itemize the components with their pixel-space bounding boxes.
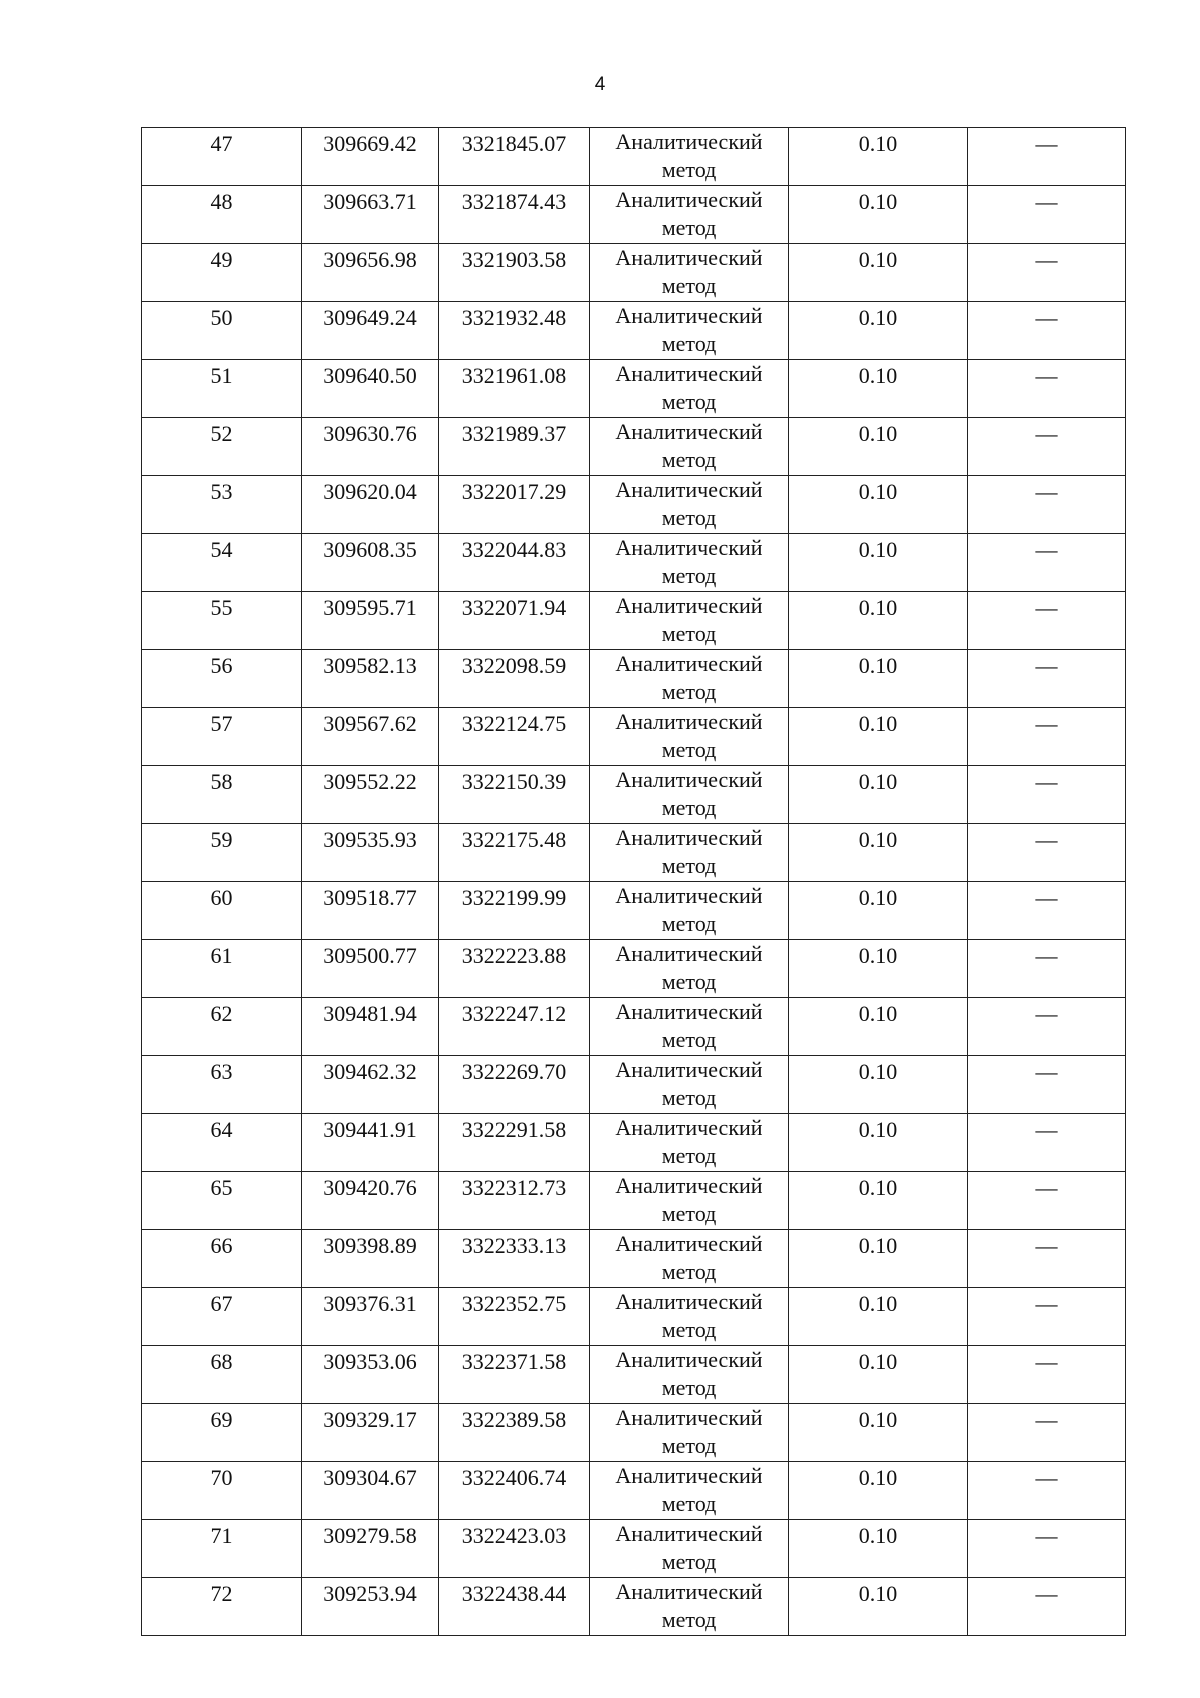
method-line-1: Аналитический — [615, 361, 763, 386]
y-coordinate-cell: 3321932.48 — [439, 302, 590, 360]
y-coordinate-cell: 3322071.94 — [439, 592, 590, 650]
accuracy-cell: 0.10 — [789, 1346, 968, 1404]
y-coordinate-cell: 3322312.73 — [439, 1172, 590, 1230]
x-coordinate-cell: 309649.24 — [302, 302, 439, 360]
table-row — [142, 186, 1126, 244]
y-coordinate-cell: 3322423.03 — [439, 1520, 590, 1578]
method-line-1: Аналитический — [615, 1231, 763, 1256]
x-coordinate-cell: 309640.50 — [302, 360, 439, 418]
x-coordinate-cell: 309279.58 — [302, 1520, 439, 1578]
method-line-2: метод — [661, 1259, 717, 1284]
method-cell — [590, 1578, 789, 1636]
accuracy-cell: 0.10 — [789, 186, 968, 244]
note-cell: — — [968, 1462, 1126, 1520]
method-cell — [590, 128, 789, 186]
method-cell — [590, 302, 789, 360]
y-coordinate-cell: 3322371.58 — [439, 1346, 590, 1404]
accuracy-cell: 0.10 — [789, 882, 968, 940]
method-line-2: метод — [661, 1085, 717, 1110]
method-line-2: метод — [661, 447, 717, 472]
point-number-cell: 60 — [142, 882, 302, 940]
method-line-2: метод — [661, 273, 717, 298]
y-coordinate-cell: 3322175.48 — [439, 824, 590, 882]
y-coordinate-cell: 3322269.70 — [439, 1056, 590, 1114]
table-row — [142, 1172, 1126, 1230]
table-row — [142, 708, 1126, 766]
method-line-2: метод — [661, 331, 717, 356]
method-line-2: метод — [661, 1027, 717, 1052]
y-coordinate-cell: 3322291.58 — [439, 1114, 590, 1172]
x-coordinate-cell: 309462.32 — [302, 1056, 439, 1114]
note-cell: — — [968, 592, 1126, 650]
note-cell: — — [968, 302, 1126, 360]
method-line-1: Аналитический — [615, 593, 763, 618]
table-body — [142, 128, 1126, 1636]
method-line-1: Аналитический — [615, 535, 763, 560]
method-line-1: Аналитический — [615, 651, 763, 676]
table-row — [142, 418, 1126, 476]
x-coordinate-cell: 309582.13 — [302, 650, 439, 708]
method-line-2: метод — [661, 1491, 717, 1516]
method-line-2: метод — [661, 1317, 717, 1342]
point-number-cell: 58 — [142, 766, 302, 824]
method-line-1: Аналитический — [615, 767, 763, 792]
method-line-2: метод — [661, 1375, 717, 1400]
accuracy-cell: 0.10 — [789, 650, 968, 708]
method-line-2: метод — [661, 1433, 717, 1458]
page-number: 4 — [594, 74, 606, 95]
table-row — [142, 766, 1126, 824]
point-number-cell: 63 — [142, 1056, 302, 1114]
accuracy-cell: 0.10 — [789, 1230, 968, 1288]
note-cell: — — [968, 186, 1126, 244]
table-row — [142, 1230, 1126, 1288]
method-line-1: Аналитический — [615, 883, 763, 908]
method-line-2: метод — [661, 621, 717, 646]
method-line-1: Аналитический — [615, 1289, 763, 1314]
table-row — [142, 128, 1126, 186]
note-cell: — — [968, 1520, 1126, 1578]
accuracy-cell: 0.10 — [789, 128, 968, 186]
y-coordinate-cell: 3322223.88 — [439, 940, 590, 998]
method-line-1: Аналитический — [615, 941, 763, 966]
x-coordinate-cell: 309441.91 — [302, 1114, 439, 1172]
y-coordinate-cell: 3322438.44 — [439, 1578, 590, 1636]
point-number-cell: 48 — [142, 186, 302, 244]
point-number-cell: 67 — [142, 1288, 302, 1346]
y-coordinate-cell: 3322406.74 — [439, 1462, 590, 1520]
note-cell: — — [968, 128, 1126, 186]
x-coordinate-cell: 309518.77 — [302, 882, 439, 940]
accuracy-cell: 0.10 — [789, 1404, 968, 1462]
x-coordinate-cell: 309620.04 — [302, 476, 439, 534]
note-cell: — — [968, 1288, 1126, 1346]
note-cell: — — [968, 998, 1126, 1056]
accuracy-cell: 0.10 — [789, 476, 968, 534]
method-cell — [590, 1462, 789, 1520]
accuracy-cell: 0.10 — [789, 1114, 968, 1172]
method-line-2: метод — [661, 969, 717, 994]
note-cell: — — [968, 1346, 1126, 1404]
table-row — [142, 882, 1126, 940]
method-cell — [590, 244, 789, 302]
table-row — [142, 1578, 1126, 1636]
x-coordinate-cell: 309253.94 — [302, 1578, 439, 1636]
method-cell — [590, 592, 789, 650]
note-cell: — — [968, 1114, 1126, 1172]
y-coordinate-cell: 3321874.43 — [439, 186, 590, 244]
method-cell — [590, 1404, 789, 1462]
method-line-1: Аналитический — [615, 1405, 763, 1430]
method-line-2: метод — [661, 795, 717, 820]
note-cell: — — [968, 766, 1126, 824]
x-coordinate-cell: 309329.17 — [302, 1404, 439, 1462]
point-number-cell: 72 — [142, 1578, 302, 1636]
table-row — [142, 1114, 1126, 1172]
table-row — [142, 998, 1126, 1056]
method-cell — [590, 476, 789, 534]
method-line-1: Аналитический — [615, 1463, 763, 1488]
table-row — [142, 824, 1126, 882]
accuracy-cell: 0.10 — [789, 940, 968, 998]
method-line-2: метод — [661, 679, 717, 704]
method-line-1: Аналитический — [615, 187, 763, 212]
x-coordinate-cell: 309420.76 — [302, 1172, 439, 1230]
method-cell — [590, 766, 789, 824]
point-number-cell: 70 — [142, 1462, 302, 1520]
method-line-2: метод — [661, 853, 717, 878]
method-line-2: метод — [661, 563, 717, 588]
method-line-1: Аналитический — [615, 129, 763, 154]
method-line-1: Аналитический — [615, 1115, 763, 1140]
method-line-1: Аналитический — [615, 245, 763, 270]
accuracy-cell: 0.10 — [789, 302, 968, 360]
point-number-cell: 62 — [142, 998, 302, 1056]
accuracy-cell: 0.10 — [789, 998, 968, 1056]
x-coordinate-cell: 309656.98 — [302, 244, 439, 302]
method-line-1: Аналитический — [615, 1057, 763, 1082]
method-line-2: метод — [661, 157, 717, 182]
method-line-1: Аналитический — [615, 419, 763, 444]
method-cell — [590, 824, 789, 882]
point-number-cell: 68 — [142, 1346, 302, 1404]
table-row — [142, 592, 1126, 650]
point-number-cell: 69 — [142, 1404, 302, 1462]
x-coordinate-cell: 309376.31 — [302, 1288, 439, 1346]
note-cell: — — [968, 360, 1126, 418]
point-number-cell: 47 — [142, 128, 302, 186]
y-coordinate-cell: 3321961.08 — [439, 360, 590, 418]
note-cell: — — [968, 418, 1126, 476]
x-coordinate-cell: 309630.76 — [302, 418, 439, 476]
y-coordinate-cell: 3322098.59 — [439, 650, 590, 708]
method-line-2: метод — [661, 1143, 717, 1168]
y-coordinate-cell: 3322044.83 — [439, 534, 590, 592]
y-coordinate-cell: 3322333.13 — [439, 1230, 590, 1288]
accuracy-cell: 0.10 — [789, 1288, 968, 1346]
method-line-2: метод — [661, 215, 717, 240]
table-row — [142, 476, 1126, 534]
table-row — [142, 1346, 1126, 1404]
accuracy-cell: 0.10 — [789, 1462, 968, 1520]
method-line-1: Аналитический — [615, 1173, 763, 1198]
method-cell — [590, 1520, 789, 1578]
method-line-2: метод — [661, 389, 717, 414]
point-number-cell: 50 — [142, 302, 302, 360]
x-coordinate-cell: 309500.77 — [302, 940, 439, 998]
table-row — [142, 360, 1126, 418]
method-line-1: Аналитический — [615, 477, 763, 502]
accuracy-cell: 0.10 — [789, 534, 968, 592]
note-cell: — — [968, 476, 1126, 534]
x-coordinate-cell: 309398.89 — [302, 1230, 439, 1288]
accuracy-cell: 0.10 — [789, 1578, 968, 1636]
accuracy-cell: 0.10 — [789, 592, 968, 650]
method-cell — [590, 1230, 789, 1288]
point-number-cell: 53 — [142, 476, 302, 534]
note-cell: — — [968, 1404, 1126, 1462]
method-line-1: Аналитический — [615, 303, 763, 328]
point-number-cell: 66 — [142, 1230, 302, 1288]
y-coordinate-cell: 3322352.75 — [439, 1288, 590, 1346]
point-number-cell: 51 — [142, 360, 302, 418]
note-cell: — — [968, 534, 1126, 592]
accuracy-cell: 0.10 — [789, 1056, 968, 1114]
method-line-1: Аналитический — [615, 825, 763, 850]
point-number-cell: 59 — [142, 824, 302, 882]
method-line-1: Аналитический — [615, 999, 763, 1024]
table-row — [142, 244, 1126, 302]
accuracy-cell: 0.10 — [789, 766, 968, 824]
method-cell — [590, 418, 789, 476]
table-row — [142, 1462, 1126, 1520]
method-line-2: метод — [661, 1201, 717, 1226]
method-line-2: метод — [661, 1549, 717, 1574]
method-line-1: Аналитический — [615, 1347, 763, 1372]
y-coordinate-cell: 3321845.07 — [439, 128, 590, 186]
table-row — [142, 1288, 1126, 1346]
method-line-1: Аналитический — [615, 1579, 763, 1604]
point-number-cell: 54 — [142, 534, 302, 592]
method-cell — [590, 360, 789, 418]
note-cell: — — [968, 1230, 1126, 1288]
method-cell — [590, 1056, 789, 1114]
method-line-2: метод — [661, 911, 717, 936]
note-cell: — — [968, 1056, 1126, 1114]
x-coordinate-cell: 309669.42 — [302, 128, 439, 186]
method-cell — [590, 940, 789, 998]
y-coordinate-cell: 3321903.58 — [439, 244, 590, 302]
method-cell — [590, 882, 789, 940]
y-coordinate-cell: 3322124.75 — [439, 708, 590, 766]
table-row — [142, 650, 1126, 708]
method-cell — [590, 186, 789, 244]
note-cell: — — [968, 1578, 1126, 1636]
note-cell: — — [968, 824, 1126, 882]
note-cell: — — [968, 244, 1126, 302]
table-row — [142, 1404, 1126, 1462]
method-cell — [590, 534, 789, 592]
accuracy-cell: 0.10 — [789, 708, 968, 766]
method-line-2: метод — [661, 505, 717, 530]
coordinates-table — [141, 127, 1126, 1636]
point-number-cell: 55 — [142, 592, 302, 650]
x-coordinate-cell: 309567.62 — [302, 708, 439, 766]
x-coordinate-cell: 309304.67 — [302, 1462, 439, 1520]
accuracy-cell: 0.10 — [789, 418, 968, 476]
x-coordinate-cell: 309481.94 — [302, 998, 439, 1056]
y-coordinate-cell: 3322199.99 — [439, 882, 590, 940]
y-coordinate-cell: 3321989.37 — [439, 418, 590, 476]
point-number-cell: 65 — [142, 1172, 302, 1230]
y-coordinate-cell: 3322389.58 — [439, 1404, 590, 1462]
method-line-2: метод — [661, 1607, 717, 1632]
x-coordinate-cell: 309608.35 — [302, 534, 439, 592]
method-cell — [590, 1346, 789, 1404]
point-number-cell: 56 — [142, 650, 302, 708]
method-cell — [590, 650, 789, 708]
x-coordinate-cell: 309535.93 — [302, 824, 439, 882]
y-coordinate-cell: 3322247.12 — [439, 998, 590, 1056]
method-cell — [590, 708, 789, 766]
accuracy-cell: 0.10 — [789, 1172, 968, 1230]
point-number-cell: 64 — [142, 1114, 302, 1172]
method-line-1: Аналитический — [615, 709, 763, 734]
y-coordinate-cell: 3322150.39 — [439, 766, 590, 824]
accuracy-cell: 0.10 — [789, 824, 968, 882]
method-line-2: метод — [661, 737, 717, 762]
table-row — [142, 534, 1126, 592]
table-row — [142, 1520, 1126, 1578]
point-number-cell: 71 — [142, 1520, 302, 1578]
x-coordinate-cell: 309552.22 — [302, 766, 439, 824]
note-cell: — — [968, 882, 1126, 940]
accuracy-cell: 0.10 — [789, 244, 968, 302]
method-cell — [590, 1288, 789, 1346]
table-row — [142, 1056, 1126, 1114]
point-number-cell: 49 — [142, 244, 302, 302]
x-coordinate-cell: 309595.71 — [302, 592, 439, 650]
accuracy-cell: 0.10 — [789, 1520, 968, 1578]
note-cell: — — [968, 650, 1126, 708]
x-coordinate-cell: 309353.06 — [302, 1346, 439, 1404]
method-cell — [590, 1172, 789, 1230]
y-coordinate-cell: 3322017.29 — [439, 476, 590, 534]
accuracy-cell: 0.10 — [789, 360, 968, 418]
method-cell — [590, 998, 789, 1056]
point-number-cell: 52 — [142, 418, 302, 476]
note-cell: — — [968, 1172, 1126, 1230]
x-coordinate-cell: 309663.71 — [302, 186, 439, 244]
note-cell: — — [968, 708, 1126, 766]
table-row — [142, 302, 1126, 360]
method-line-1: Аналитический — [615, 1521, 763, 1546]
note-cell: — — [968, 940, 1126, 998]
table-row — [142, 940, 1126, 998]
method-cell — [590, 1114, 789, 1172]
point-number-cell: 61 — [142, 940, 302, 998]
point-number-cell: 57 — [142, 708, 302, 766]
